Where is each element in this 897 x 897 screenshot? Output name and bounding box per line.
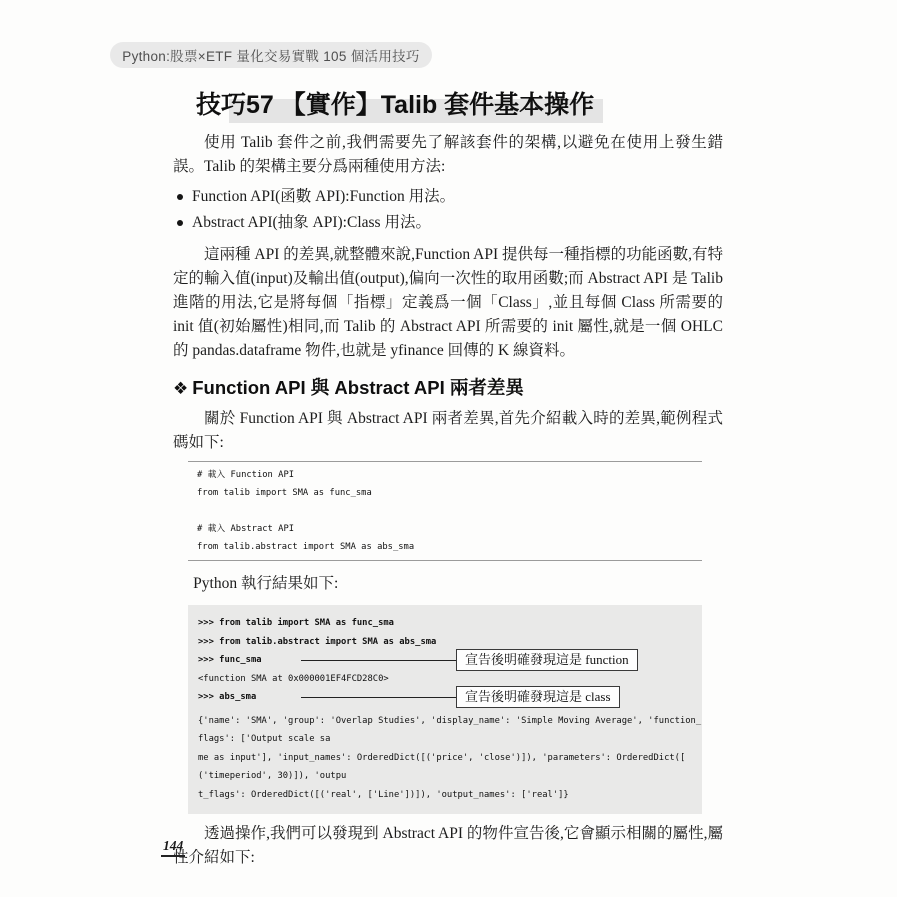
bullet-item-label: Abstract API(抽象 API):Class 用法。 (192, 214, 431, 231)
intro-paragraph-2: 這兩種 API 的差異,就整體來說,Function API 提供每一種指標的功能函數,有特定的輸入值(input)及輸出值(output),偏向一次性的取用函數;而 Abstract API 是 Talib 進階的用法,它是將每個「指標」定義爲一個「Class」,並且每個 Class 所需要的 init 值(初始屬性)相同,而 Talib 的 Abstract API 所需要的 init 屬性,就是一個 OHLC 的 pandas.dataframe 物件,也就是 yfinance 回傳的 K 線資料。 (173, 246, 723, 359)
bullet-dot-icon (177, 220, 183, 226)
bullet-dot-icon (177, 194, 183, 200)
bullet-list (173, 185, 723, 235)
console-line: >>> abs_sma (198, 692, 257, 702)
console-line: flags': ['Output scale sa (198, 734, 331, 744)
console-line-with-callout (198, 688, 697, 707)
code-line: # 載入 Function API (197, 470, 295, 480)
code-line: # 載入 Abstract API (197, 524, 295, 534)
callout-class-label: 宣告後明確發現這是 class (456, 686, 620, 708)
callout-connector-line (301, 660, 456, 661)
code-line: from talib.abstract import SMA as abs_sma (197, 542, 415, 552)
diamond-marker-icon: ❖ (173, 379, 189, 398)
console-line: >>> from talib.abstract import SMA as abs_sma (198, 636, 437, 647)
bullet-item-function-api (173, 185, 723, 209)
page-title (196, 88, 594, 122)
page-number: 144 (161, 838, 185, 857)
section-heading-text: Function API 與 Abstract API 兩者差異 (192, 377, 524, 398)
intro-paragraph-1: 使用 Talib 套件之前,我們需要先了解該套件的架構,以避免在使用上發生錯誤。Talib 的架構主要分爲兩種使用方法: (173, 134, 723, 175)
console-line: {'name': 'SMA', 'group': 'Overlap Studies', 'display_name': 'Simple Moving Average', 'function_ (198, 715, 702, 726)
outro-paragraph: 透過操作,我們可以發現到 Abstract API 的物件宣告後,它會顯示相關的屬性,屬性介紹如下: (173, 825, 723, 866)
callout-connector-line (301, 697, 456, 698)
console-line: me as input'], 'input_names': OrderedDict([('price', 'close')]), 'parameters': OrderedDict([ (198, 752, 686, 763)
main-text-column (173, 131, 723, 870)
section-heading (173, 375, 723, 402)
console-line: >>> from talib import SMA as func_sma (198, 618, 394, 628)
section-paragraph: 關於 Function API 與 Abstract API 兩者差異,首先介紹載入時的差異,範例程式碼如下: (173, 410, 723, 451)
running-header-badge (110, 42, 432, 68)
console-line: >>> func_sma (198, 655, 262, 665)
console-line: ('timeperiod', 30)]), 'outpu (198, 771, 347, 781)
result-intro-label: Python 執行結果如下: (193, 575, 339, 592)
bullet-item-abstract-api (173, 211, 723, 235)
code-line (197, 502, 696, 520)
console-line: t_flags': OrderedDict([('real', ['Line'])]), 'output_names': ['real']} (198, 789, 569, 800)
running-header-text: Python:股票×ETF 量化交易實戰 105 個活用技巧 (122, 49, 420, 64)
console-output-block (188, 605, 702, 814)
callout-function-label: 宣告後明確發現這是 function (456, 649, 638, 671)
code-block-imports (188, 461, 702, 561)
code-line: from talib import SMA as func_sma (197, 488, 372, 498)
bullet-item-label: Function API(函數 API):Function 用法。 (192, 188, 456, 205)
page-title-text: 技巧57 【實作】Talib 套件基本操作 (196, 91, 595, 119)
console-line-with-callout (198, 651, 697, 670)
console-line: <function SMA at 0x000001EF4FCD28C0> (198, 673, 389, 684)
